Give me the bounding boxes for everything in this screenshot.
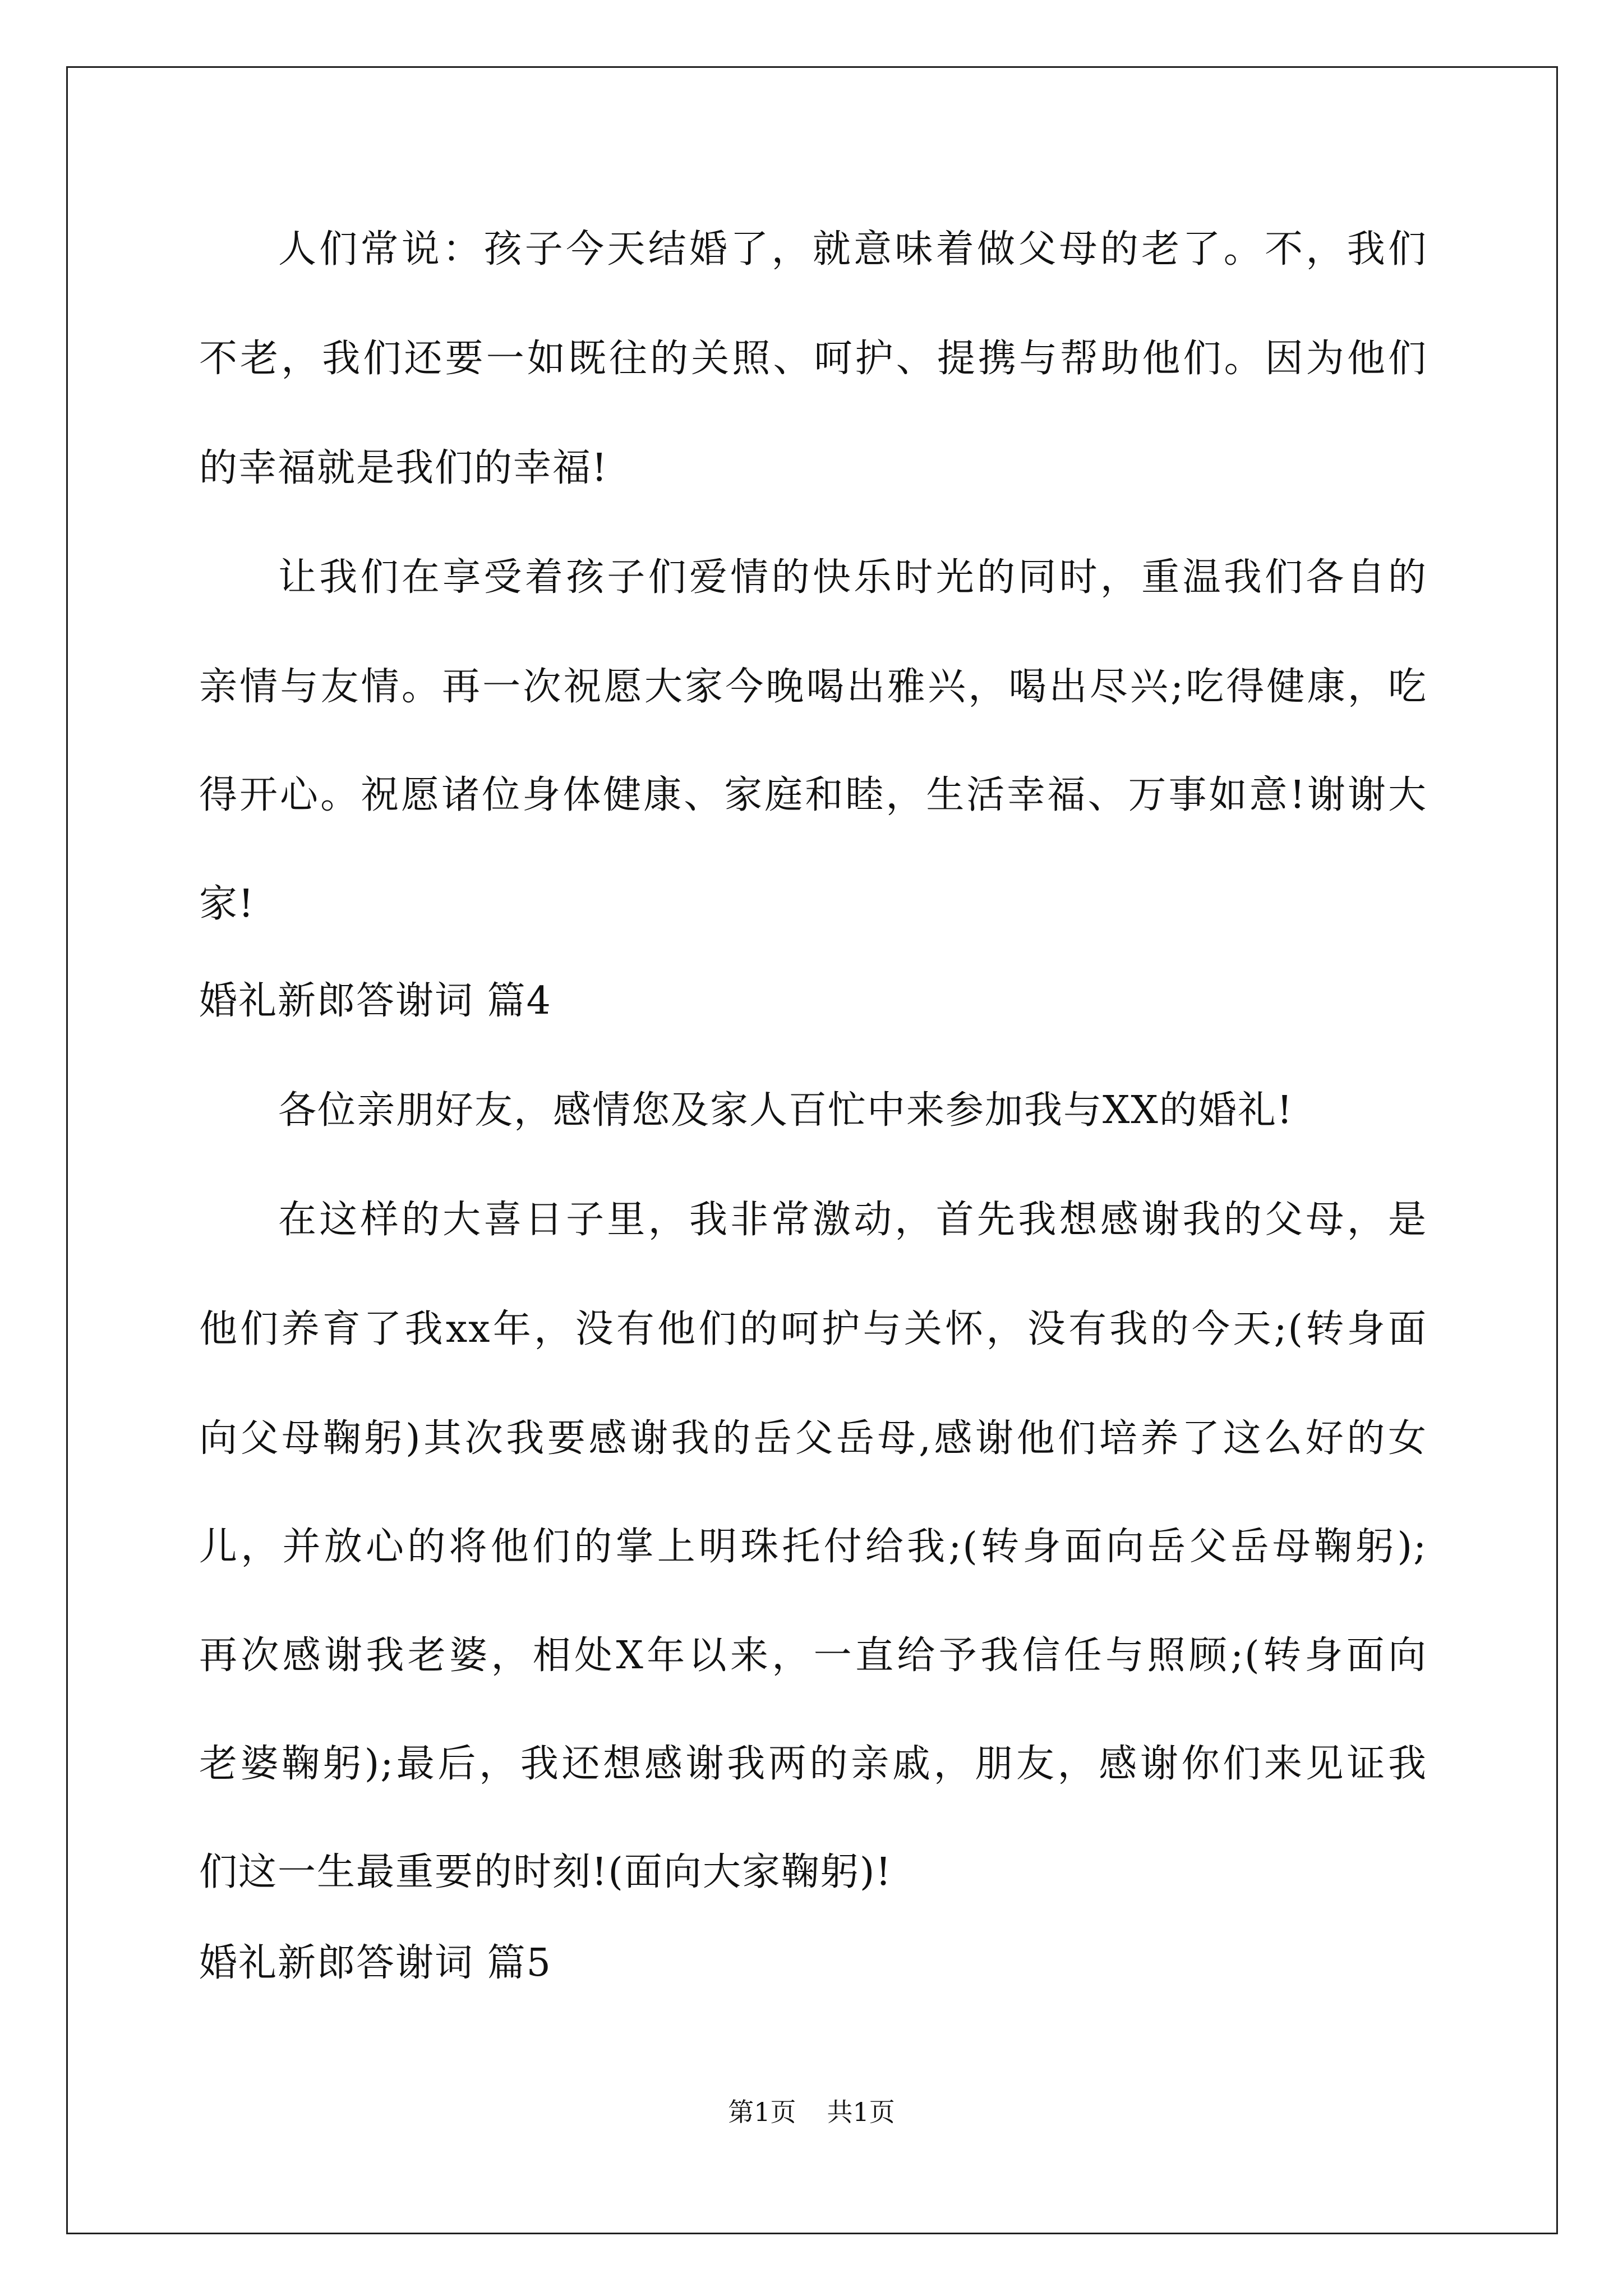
text-line: 人们常说：孩子今天结婚了，就意味着做父母的老了。不，我们 (278, 227, 1427, 272)
page-total: 共1页 (827, 2097, 895, 2127)
section-heading: 婚礼新郎答谢词 篇4 (199, 979, 552, 1023)
text-line: 亲情与友情。再一次祝愿大家今晚喝出雅兴，喝出尽兴;吃得健康，吃 (199, 665, 1427, 709)
page-number: 第1页 (728, 2097, 796, 2127)
text-line: 向父母鞠躬)其次我要感谢我的岳父岳母,感谢他们培养了这么好的女 (199, 1416, 1427, 1461)
text-line: 在这样的大喜日子里，我非常激动，首先我想感谢我的父母，是 (278, 1198, 1427, 1242)
section-heading: 婚礼新郎答谢词 篇5 (199, 1941, 552, 1985)
text-line: 得开心。祝愿诸位身体健康、家庭和睦，生活幸福、万事如意!谢谢大 (199, 773, 1427, 817)
text-line: 们这一生最重要的时刻!(面向大家鞠躬)! (199, 1850, 892, 1894)
text-line: 他们养育了我xx年，没有他们的呵护与关怀，没有我的今天;(转身面 (199, 1307, 1427, 1351)
text-line: 儿，并放心的将他们的掌上明珠托付给我;(转身面向岳父岳母鞠躬); (199, 1525, 1427, 1569)
text-line: 再次感谢我老婆，相处X年以来，一直给予我信任与照顾;(转身面向 (199, 1634, 1427, 1678)
text-line: 让我们在享受着孩子们爱情的快乐时光的同时，重温我们各自的 (278, 555, 1427, 600)
text-line: 的幸福就是我们的幸福! (199, 446, 608, 490)
text-line: 不老，我们还要一如既往的关照、呵护、提携与帮助他们。因为他们 (199, 337, 1427, 381)
text-line: 家! (199, 882, 255, 926)
page-footer (0, 2095, 1623, 2129)
text-line: 各位亲朋好友，感情您及家人百忙中来参加我与XX的婚礼! (278, 1088, 1294, 1133)
page-border (66, 66, 1558, 2234)
text-line: 老婆鞠躬);最后，我还想感谢我两的亲戚，朋友，感谢你们来见证我 (199, 1742, 1427, 1786)
